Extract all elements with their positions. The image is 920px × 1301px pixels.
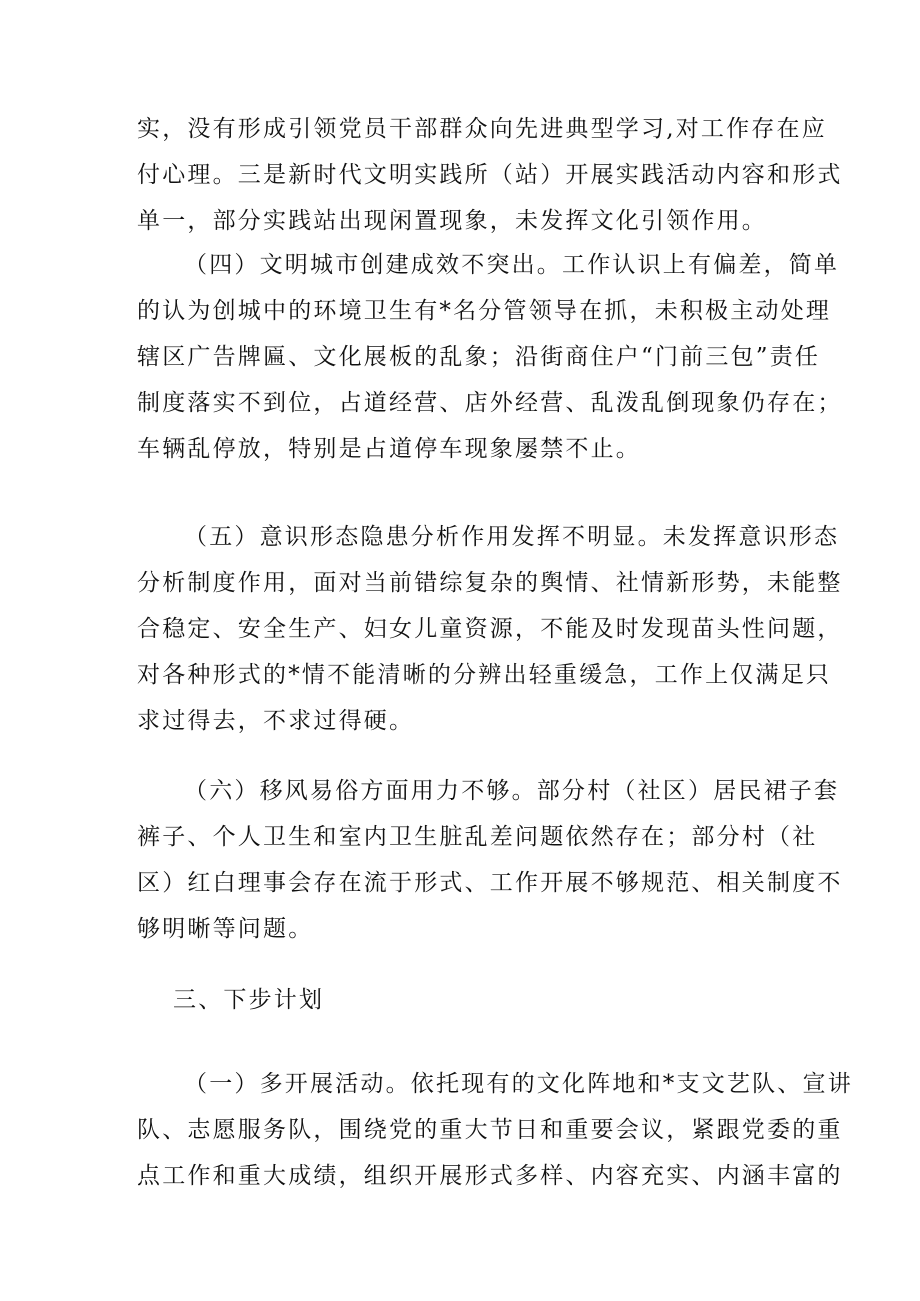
text-line: 车辆乱停放，特别是占道停车现象屡禁不止。 bbox=[137, 436, 641, 462]
text-line: 对各种形式的*情不能清晰的分辨出轻重缓急，工作上仅满足只 bbox=[137, 662, 832, 688]
text-line: （六）移风易俗方面用力不够。部分村（社区）居民裙子套 bbox=[184, 778, 840, 804]
text-line: 制度落实不到位，占道经营、店外经营、乱泼乱倒现象仍存在； bbox=[137, 390, 843, 416]
text-line: 单一，部分实践站出现闲置现象，未发挥文化引领作用。 bbox=[137, 208, 767, 234]
text-line: 合稳定、安全生产、妇女儿童资源，不能及时发现苗头性问题， bbox=[137, 616, 843, 642]
text-line: （五）意识形态隐患分析作用发挥不明显。未发挥意识形态 bbox=[184, 524, 840, 550]
paragraph-item-6 bbox=[137, 768, 843, 952]
text-line: 队、志愿服务队，围绕党的重大节日和重要会议，紧跟党委的重 bbox=[137, 1117, 843, 1143]
text-line: 点工作和重大成绩，组织开展形式多样、内容充实、内涵丰富的 bbox=[137, 1163, 843, 1189]
text-line: 实，没有形成引领党员干部群众向先进典型学习,对工作存在应 bbox=[137, 116, 827, 142]
text-line: 区）红白理事会存在流于形式、工作开展不够规范、相关制度不 bbox=[137, 870, 843, 896]
paragraph-continuation bbox=[137, 106, 843, 244]
text-line: 的认为创城中的环境卫生有*名分管领导在抓，未积极主动处理 bbox=[137, 298, 832, 324]
text-line: 裤子、个人卫生和室内卫生脏乱差问题依然存在；部分村（社 bbox=[137, 824, 818, 850]
text-line: 分析制度作用，面对当前错综复杂的舆情、社情新形势，未能整 bbox=[137, 570, 843, 596]
section-heading bbox=[137, 977, 787, 1023]
text-line: （一）多开展活动。依托现有的文化阵地和*支文艺队、宣讲 bbox=[184, 1071, 853, 1097]
text-line: 辖区广告牌匾、文化展板的乱象；沿街商住户“门前三包”责任 bbox=[137, 344, 821, 370]
paragraph-plan-1 bbox=[137, 1061, 853, 1199]
paragraph-item-5 bbox=[137, 514, 843, 744]
text-line: 求过得去，不求过得硬。 bbox=[137, 708, 415, 734]
section-3-heading: 三、下步计划 bbox=[173, 987, 325, 1013]
paragraph-item-4 bbox=[137, 242, 843, 472]
text-line: （四）文明城市创建成效不突出。工作认识上有偏差，简单 bbox=[184, 252, 840, 278]
text-line: 够明晰等问题。 bbox=[137, 916, 314, 942]
text-line: 付心理。三是新时代文明实践所（站）开展实践活动内容和形式 bbox=[137, 162, 843, 188]
